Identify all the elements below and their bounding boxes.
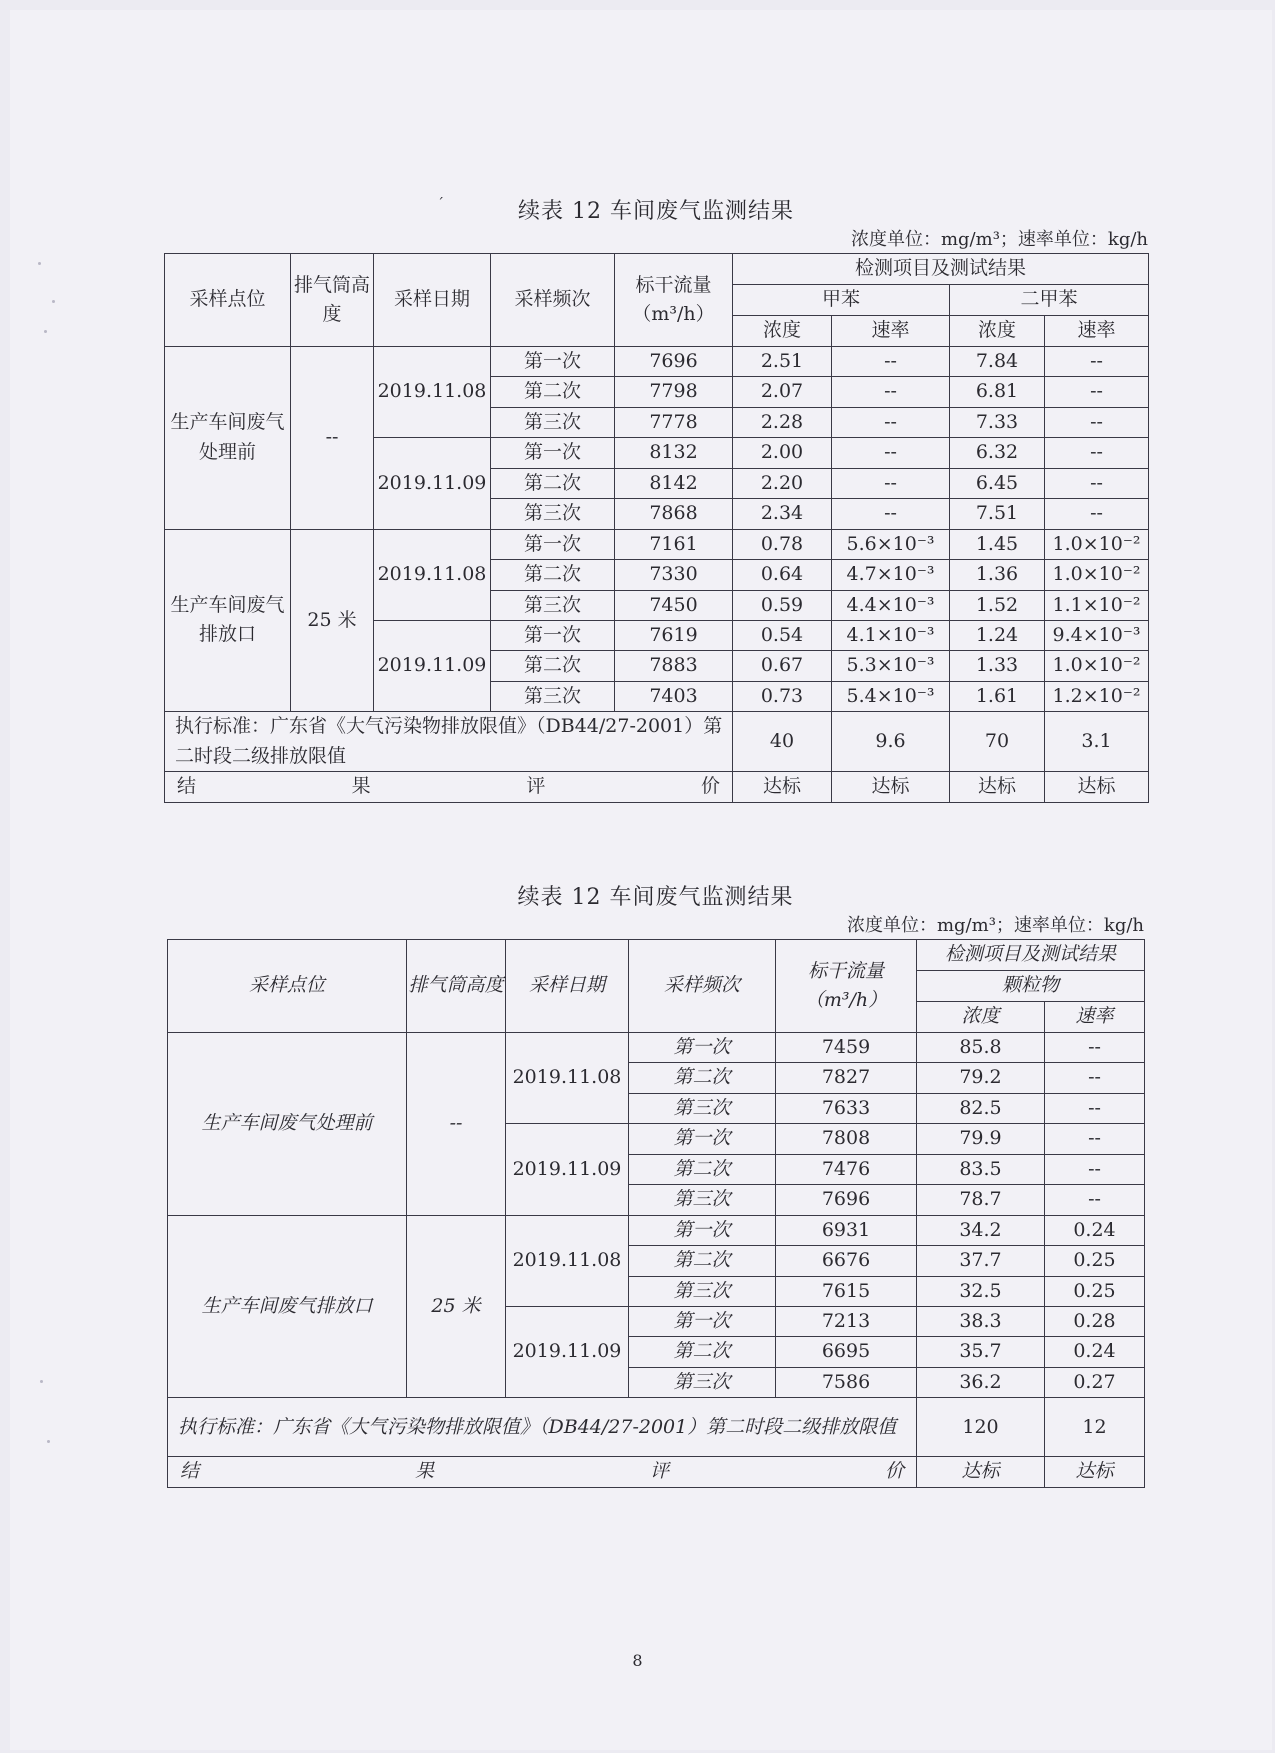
sampling-frequency: 第一次 — [629, 1306, 776, 1336]
rate-value: -- — [832, 468, 950, 498]
header-concentration: 浓度 — [950, 316, 1045, 347]
rate-value: -- — [832, 499, 950, 529]
concentration-value: 6.45 — [950, 468, 1045, 498]
concentration-value: 1.36 — [950, 560, 1045, 590]
concentration-value: 2.20 — [733, 468, 832, 498]
flow-value: 7696 — [615, 347, 733, 377]
sampling-frequency: 第二次 — [491, 651, 615, 681]
sampling-date: 2019.11.09 — [506, 1306, 629, 1397]
flow-value: 7615 — [776, 1276, 917, 1306]
rate-value: -- — [1045, 1093, 1145, 1123]
concentration-value: 78.7 — [917, 1185, 1045, 1215]
header-item: 二甲苯 — [950, 285, 1149, 316]
sampling-frequency: 第二次 — [491, 468, 615, 498]
stray-mark: ˊ — [437, 196, 444, 212]
flow-value: 7586 — [776, 1367, 917, 1397]
sampling-frequency: 第三次 — [491, 681, 615, 711]
result-value: 达标 — [950, 772, 1045, 802]
concentration-value: 1.61 — [950, 681, 1045, 711]
rate-value: 4.1×10⁻³ — [832, 620, 950, 650]
sampling-frequency: 第二次 — [629, 1246, 776, 1276]
flow-value: 7330 — [615, 560, 733, 590]
sampling-frequency: 第三次 — [491, 499, 615, 529]
sampling-frequency: 第一次 — [491, 620, 615, 650]
sampling-point: 生产车间废气排放口 — [165, 529, 291, 712]
sampling-frequency: 第三次 — [629, 1367, 776, 1397]
table1 — [164, 253, 1149, 803]
sampling-date: 2019.11.08 — [506, 1033, 629, 1124]
sampling-point: 生产车间废气处理前 — [165, 347, 291, 530]
concentration-value: 36.2 — [917, 1367, 1045, 1397]
rate-value: -- — [1045, 1154, 1145, 1184]
flow-value: 6931 — [776, 1215, 917, 1245]
concentration-value: 6.81 — [950, 377, 1045, 407]
flow-value: 7883 — [615, 651, 733, 681]
result-label — [168, 1457, 917, 1487]
rate-value: -- — [1045, 438, 1149, 468]
result-label-char: 果 — [414, 1460, 434, 1483]
header-rate: 速率 — [1045, 316, 1149, 347]
rate-value: 1.0×10⁻² — [1045, 529, 1149, 559]
sampling-frequency: 第二次 — [629, 1154, 776, 1184]
header-frequency: 采样频次 — [491, 254, 615, 347]
result-label — [165, 772, 733, 802]
rate-value: -- — [1045, 1185, 1145, 1215]
flow-value: 7633 — [776, 1093, 917, 1123]
flow-value: 7696 — [776, 1185, 917, 1215]
stack-height: 25 米 — [291, 529, 374, 712]
flow-value: 7403 — [615, 681, 733, 711]
sampling-date: 2019.11.08 — [374, 529, 491, 620]
flow-value: 7778 — [615, 407, 733, 437]
header-rate: 速率 — [1045, 1002, 1145, 1033]
concentration-value: 0.59 — [733, 590, 832, 620]
flow-value: 8132 — [615, 438, 733, 468]
concentration-value: 35.7 — [917, 1337, 1045, 1367]
header-frequency: 采样频次 — [629, 940, 776, 1033]
concentration-value: 2.34 — [733, 499, 832, 529]
concentration-value: 2.51 — [733, 347, 832, 377]
stack-height: -- — [291, 347, 374, 530]
rate-value: -- — [1045, 1033, 1145, 1063]
sampling-frequency: 第一次 — [629, 1215, 776, 1245]
rate-value: -- — [832, 377, 950, 407]
rate-value: -- — [1045, 468, 1149, 498]
header-row — [165, 254, 1149, 285]
rate-value: -- — [1045, 407, 1149, 437]
rate-value: -- — [1045, 1063, 1145, 1093]
flow-value: 7798 — [615, 377, 733, 407]
flow-value: 7808 — [776, 1124, 917, 1154]
sampling-frequency: 第二次 — [491, 377, 615, 407]
standard-limit: 40 — [733, 712, 832, 772]
flow-value: 6695 — [776, 1337, 917, 1367]
concentration-value: 38.3 — [917, 1306, 1045, 1336]
table-row — [165, 529, 1149, 559]
table-row — [165, 347, 1149, 377]
flow-value: 7161 — [615, 529, 733, 559]
sampling-date: 2019.11.09 — [374, 620, 491, 711]
header-concentration: 浓度 — [733, 316, 832, 347]
concentration-value: 7.33 — [950, 407, 1045, 437]
concentration-value: 7.51 — [950, 499, 1045, 529]
concentration-value: 2.07 — [733, 377, 832, 407]
standard-row — [168, 1398, 1145, 1457]
result-label-char: 评 — [526, 775, 546, 798]
sampling-point: 生产车间废气处理前 — [168, 1033, 407, 1216]
result-value: 达标 — [917, 1457, 1045, 1487]
result-value: 达标 — [1045, 1457, 1145, 1487]
header-stack-height: 排气筒高度 — [291, 254, 374, 347]
concentration-value: 1.33 — [950, 651, 1045, 681]
result-label-char: 评 — [649, 1460, 669, 1483]
sampling-frequency: 第二次 — [491, 560, 615, 590]
standard-limit: 12 — [1045, 1398, 1145, 1457]
header-concentration: 浓度 — [917, 1002, 1045, 1033]
page-number: 8 — [632, 1651, 643, 1670]
concentration-value: 34.2 — [917, 1215, 1045, 1245]
table1-unit-note: 浓度单位：mg/m³；速率单位：kg/h — [850, 229, 1148, 250]
result-label-char: 结 — [180, 1460, 200, 1483]
header-item: 甲苯 — [733, 285, 950, 316]
concentration-value: 2.28 — [733, 407, 832, 437]
standard-limit: 70 — [950, 712, 1045, 772]
result-label-char: 结 — [177, 775, 197, 798]
sampling-frequency: 第三次 — [629, 1276, 776, 1306]
sampling-frequency: 第三次 — [629, 1185, 776, 1215]
concentration-value: 79.2 — [917, 1063, 1045, 1093]
rate-value: -- — [1045, 1124, 1145, 1154]
rate-value: 1.1×10⁻² — [1045, 590, 1149, 620]
header-rate: 速率 — [832, 316, 950, 347]
header-date: 采样日期 — [506, 940, 629, 1033]
concentration-value: 0.64 — [733, 560, 832, 590]
rate-value: -- — [832, 407, 950, 437]
rate-value: 5.4×10⁻³ — [832, 681, 950, 711]
concentration-value: 82.5 — [917, 1093, 1045, 1123]
concentration-value: 0.73 — [733, 681, 832, 711]
stack-height: 25 米 — [407, 1215, 506, 1398]
concentration-value: 32.5 — [917, 1276, 1045, 1306]
concentration-value: 6.32 — [950, 438, 1045, 468]
rate-value: 9.4×10⁻³ — [1045, 620, 1149, 650]
rate-value: 0.25 — [1045, 1246, 1145, 1276]
rate-value: 0.28 — [1045, 1306, 1145, 1336]
rate-value: -- — [1045, 499, 1149, 529]
rate-value: 0.27 — [1045, 1367, 1145, 1397]
table2-unit-note: 浓度单位：mg/m³；速率单位：kg/h — [846, 915, 1144, 936]
concentration-value: 85.8 — [917, 1033, 1045, 1063]
concentration-value: 0.54 — [733, 620, 832, 650]
rate-value: 1.2×10⁻² — [1045, 681, 1149, 711]
result-value: 达标 — [733, 772, 832, 802]
sampling-frequency: 第一次 — [491, 347, 615, 377]
header-test-group: 检测项目及测试结果 — [733, 254, 1149, 285]
rate-value: 5.6×10⁻³ — [832, 529, 950, 559]
concentration-value: 1.24 — [950, 620, 1045, 650]
sampling-frequency: 第一次 — [629, 1124, 776, 1154]
sampling-frequency: 第二次 — [629, 1337, 776, 1367]
result-value: 达标 — [832, 772, 950, 802]
sampling-point: 生产车间废气排放口 — [168, 1215, 407, 1398]
flow-value: 7459 — [776, 1033, 917, 1063]
concentration-value: 79.9 — [917, 1124, 1045, 1154]
rate-value: 0.24 — [1045, 1215, 1145, 1245]
concentration-value: 2.00 — [733, 438, 832, 468]
table2-title: 续表 12 车间废气监测结果 — [517, 885, 794, 910]
header-test-group: 检测项目及测试结果 — [917, 940, 1145, 971]
standard-text: 执行标准：广东省《大气污染物排放限值》（DB44/27-2001）第二时段二级排放限值 — [165, 712, 733, 772]
rate-value: 4.4×10⁻³ — [832, 590, 950, 620]
header-point: 采样点位 — [168, 940, 407, 1033]
sampling-date: 2019.11.08 — [506, 1215, 629, 1306]
table1-block — [164, 197, 1148, 803]
rate-value: 5.3×10⁻³ — [832, 651, 950, 681]
sampling-frequency: 第三次 — [491, 590, 615, 620]
concentration-value: 1.45 — [950, 529, 1045, 559]
table1-title: 续表 12 车间废气监测结果 — [518, 199, 794, 224]
sampling-date: 2019.11.08 — [374, 347, 491, 438]
concentration-value: 83.5 — [917, 1154, 1045, 1184]
header-date: 采样日期 — [374, 254, 491, 347]
table-row — [168, 1033, 1145, 1063]
concentration-value: 37.7 — [917, 1246, 1045, 1276]
result-label-char: 果 — [351, 775, 371, 798]
standard-limit: 3.1 — [1045, 712, 1149, 772]
standard-row — [165, 712, 1149, 772]
rate-value: 0.24 — [1045, 1337, 1145, 1367]
result-value: 达标 — [1045, 772, 1149, 802]
rate-value: -- — [1045, 377, 1149, 407]
sampling-frequency: 第一次 — [491, 438, 615, 468]
flow-value: 7450 — [615, 590, 733, 620]
flow-value: 7827 — [776, 1063, 917, 1093]
flow-value: 7476 — [776, 1154, 917, 1184]
concentration-value: 0.78 — [733, 529, 832, 559]
rate-value: -- — [832, 347, 950, 377]
concentration-value: 1.52 — [950, 590, 1045, 620]
table2 — [167, 939, 1145, 1488]
result-row — [165, 772, 1149, 802]
flow-value: 7213 — [776, 1306, 917, 1336]
table-row — [168, 1215, 1145, 1245]
rate-value: 0.25 — [1045, 1276, 1145, 1306]
sampling-frequency: 第二次 — [629, 1063, 776, 1093]
rate-value: 1.0×10⁻² — [1045, 651, 1149, 681]
sampling-date: 2019.11.09 — [374, 438, 491, 529]
concentration-value: 7.84 — [950, 347, 1045, 377]
flow-value: 7619 — [615, 620, 733, 650]
sampling-frequency: 第三次 — [491, 407, 615, 437]
flow-value: 7868 — [615, 499, 733, 529]
rate-value: 1.0×10⁻² — [1045, 560, 1149, 590]
rate-value: 4.7×10⁻³ — [832, 560, 950, 590]
standard-limit: 120 — [917, 1398, 1045, 1457]
table2-block — [167, 883, 1144, 1488]
result-label-char: 价 — [700, 775, 720, 798]
standard-limit: 9.6 — [832, 712, 950, 772]
standard-text: 执行标准：广东省《大气污染物排放限值》（DB44/27-2001）第二时段二级排放限值 — [168, 1398, 917, 1457]
flow-value: 6676 — [776, 1246, 917, 1276]
rate-value: -- — [1045, 347, 1149, 377]
sampling-frequency: 第一次 — [491, 529, 615, 559]
result-label-char: 价 — [884, 1460, 904, 1483]
header-flow: 标干流量（m³/h） — [615, 254, 733, 347]
sampling-frequency: 第三次 — [629, 1093, 776, 1123]
result-row — [168, 1457, 1145, 1487]
header-flow: 标干流量（m³/h） — [776, 940, 917, 1033]
concentration-value: 0.67 — [733, 651, 832, 681]
sampling-date: 2019.11.09 — [506, 1124, 629, 1215]
header-row — [168, 940, 1145, 971]
sampling-frequency: 第一次 — [629, 1033, 776, 1063]
rate-value: -- — [832, 438, 950, 468]
header-point: 采样点位 — [165, 254, 291, 347]
stack-height: -- — [407, 1033, 506, 1216]
header-stack-height: 排气筒高度 — [407, 940, 506, 1033]
flow-value: 8142 — [615, 468, 733, 498]
header-item: 颗粒物 — [917, 971, 1145, 1002]
